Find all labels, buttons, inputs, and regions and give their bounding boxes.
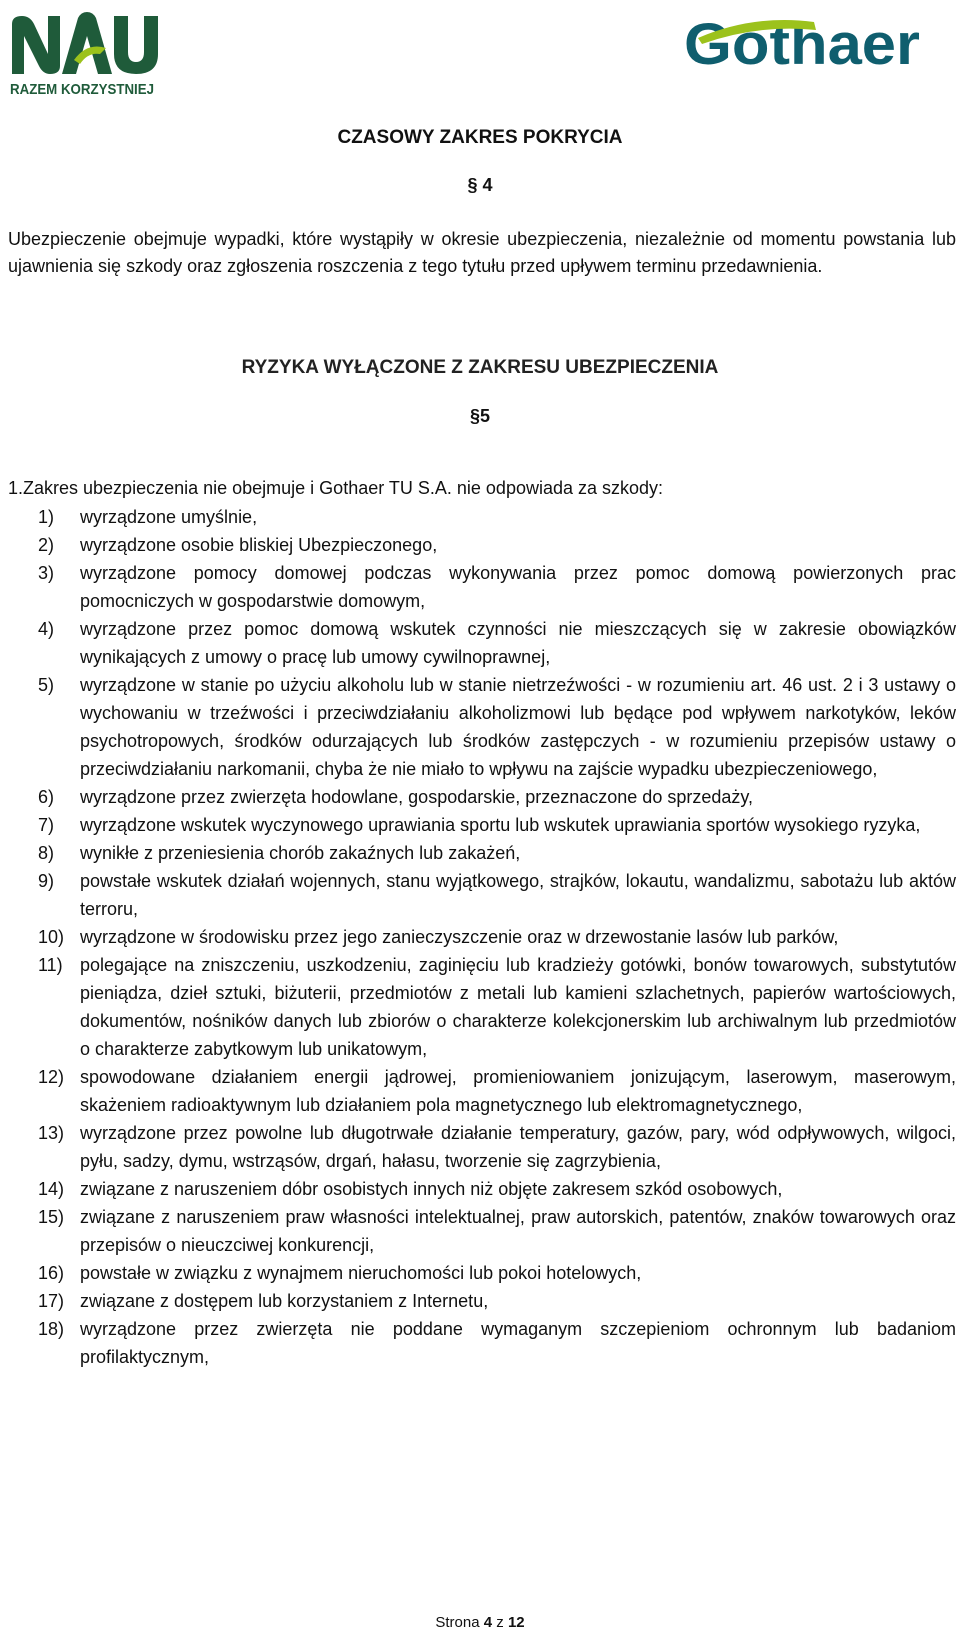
exclusion-number: 2) [38,535,55,555]
page-label: Strona [435,1614,480,1631]
exclusion-number: 6) [38,787,55,807]
section-title-text: RYZYKA WYŁĄCZONE Z ZAKRESU UBEZPIECZENIA [241,357,719,378]
exclusion-text: wyrządzone w stanie po użyciu alkoholu lub w stanie nietrzeźwości - w rozumieniu art. 46 ust. 2 i 3 ustawy o wychowaniu w trzeźwości i przeciwdziałaniu alkoholizmowi lub będące pod wpływem narkotyków, leków psychotropowych, środków odurzających lub środków zastępczych - w rozumieniu przepisów ustawy o przeciwdziałaniu narkomanii, chyba że nie miało to wpływu na zajście wypadku ubezpieczeniowego, [80,675,956,779]
exclusion-number: 1) [38,507,55,527]
exclusion-text: polegające na zniszczeniu, uszkodzeniu, zaginięciu lub kradzieży gotówki, bonów towarowych, substytutów pieniądza, dzieł sztuki, biżuterii, przedmiotów z metali lub kamieni szlachetnych, papierów wartościowych, dokumentów, nośników danych lub zbiorów o charakterze kolekcjonerskim lub archiwalnym lub przedmiotów o charakterze zabytkowym lub unikatowym, [80,955,956,1059]
exclusion-item [38,503,956,531]
exclusion-number: 4) [38,619,55,639]
gothaer-wordmark: Gothaer [684,12,920,77]
exclusion-number: 8) [38,843,55,863]
gothaer-logo [684,10,924,90]
exclusion-item [38,951,956,1063]
exclusion-text: wyrządzone osobie bliskiej Ubezpieczonego, [80,535,438,555]
exclusion-number: 16) [38,1263,65,1283]
section-title-exclusions [0,357,960,379]
exclusion-item [38,1287,956,1315]
exclusion-number: 9) [38,871,55,891]
exclusion-text: spowodowane działaniem energii jądrowej, promieniowaniem jonizującym, laserowym, maserowym, skażeniem radioaktywnym lub działaniem pola magnetycznego lub elektromagnetycznego, [80,1067,956,1115]
paragraph-number-5 [0,405,960,427]
exclusion-item [38,839,956,867]
exclusion-item [38,615,956,671]
exclusion-item [38,867,956,923]
exclusions-list [38,503,956,1371]
exclusion-item [38,559,956,615]
page-number: 4 [483,1614,493,1631]
exclusion-item [38,1315,956,1371]
exclusion-number: 13) [38,1123,65,1143]
exclusion-text: wyrządzone wskutek wyczynowego uprawiania sportu lub wskutek uprawiania sportów wysokiego ryzyka, [80,815,921,835]
exclusion-text: wyrządzone pomocy domowej podczas wykonywania przez pomoc domową powierzonych prac pomocniczych w gospodarstwie domowym, [80,563,956,611]
exclusion-item [38,811,956,839]
page-footer [0,1614,960,1631]
exclusion-text: powstałe wskutek działań wojennych, stanu wyjątkowego, strajków, lokautu, wandalizmu, sabotażu lub aktów terroru, [80,871,956,919]
exclusion-item [38,1203,956,1259]
page-separator: z [496,1614,504,1631]
exclusion-item [38,923,956,951]
exclusion-item [38,783,956,811]
exclusion-text: wyrządzone przez pomoc domową wskutek czynności nie mieszczących się w zakresie obowiązków wynikających z umowy o pracę lub umowy cywilnoprawnej, [80,619,956,667]
exclusion-item [38,1119,956,1175]
exclusion-text: wynikłe z przeniesienia chorób zakaźnych lub zakażeń, [80,843,521,863]
paragraph-number-text: § 4 [467,175,493,195]
exclusion-item [38,1063,956,1119]
nau-tagline: RAZEM KORZYSTNIEJ [10,81,154,98]
exclusion-number: 7) [38,815,55,835]
exclusion-text: związane z dostępem lub korzystaniem z Internetu, [80,1291,489,1311]
exclusion-text: wyrządzone przez zwierzęta hodowlane, gospodarskie, przeznaczone do sprzedaży, [80,787,754,807]
exclusion-text: związane z naruszeniem praw własności intelektualnej, praw autorskich, patentów, znaków towarowych oraz przepisów o nieuczciwej konkurencji, [80,1207,956,1255]
coverage-paragraph: Ubezpieczenie obejmuje wypadki, które wystąpiły w okresie ubezpieczenia, niezależnie od momentu powstania lub ujawnienia się szkody oraz zgłoszenia roszczenia z tego tytułu przed upływem terminu przedawnienia. [8,229,956,276]
exclusion-number: 15) [38,1207,65,1227]
section-title-coverage-period [0,127,960,149]
exclusion-text: związane z naruszeniem dóbr osobistych innych niż objęte zakresem szkód osobowych, [80,1179,783,1199]
exclusion-number: 5) [38,675,55,695]
exclusion-text: wyrządzone przez zwierzęta nie poddane wymaganym szczepieniom ochronnym lub badaniom profilaktycznym, [80,1319,956,1367]
exclusion-number: 17) [38,1291,65,1311]
nau-logo [8,8,158,98]
exclusion-number: 3) [38,563,55,583]
exclusion-number: 10) [38,927,65,947]
exclusion-number: 18) [38,1319,65,1339]
exclusion-number: 12) [38,1067,65,1087]
paragraph-number-text: §5 [469,406,491,426]
exclusion-text: wyrządzone umyślnie, [80,507,258,527]
exclusion-item [38,1259,956,1287]
exclusions-intro: 1.Zakres ubezpieczenia nie obejmuje i Gothaer TU S.A. nie odpowiada za szkody: [8,478,664,498]
paragraph-number-4 [0,174,960,196]
section-title-text: CZASOWY ZAKRES POKRYCIA [337,127,623,148]
exclusion-text: wyrządzone w środowisku przez jego zanieczyszczenie oraz w drzewostanie lasów lub parków, [80,927,839,947]
exclusion-text: wyrządzone przez powolne lub długotrwałe działanie temperatury, gazów, pary, wód odpływowych, wilgoci, pyłu, sadzy, dymu, wstrząsów, drgań, hałasu, tworzenie się zagrzybienia, [80,1123,956,1171]
exclusion-item [38,671,956,783]
exclusion-item [38,531,956,559]
page-total: 12 [507,1614,525,1631]
exclusion-text: powstałe w związku z wynajmem nieruchomości lub pokoi hotelowych, [80,1263,642,1283]
exclusion-item [38,1175,956,1203]
exclusion-number: 14) [38,1179,65,1199]
exclusion-number: 11) [38,955,63,975]
